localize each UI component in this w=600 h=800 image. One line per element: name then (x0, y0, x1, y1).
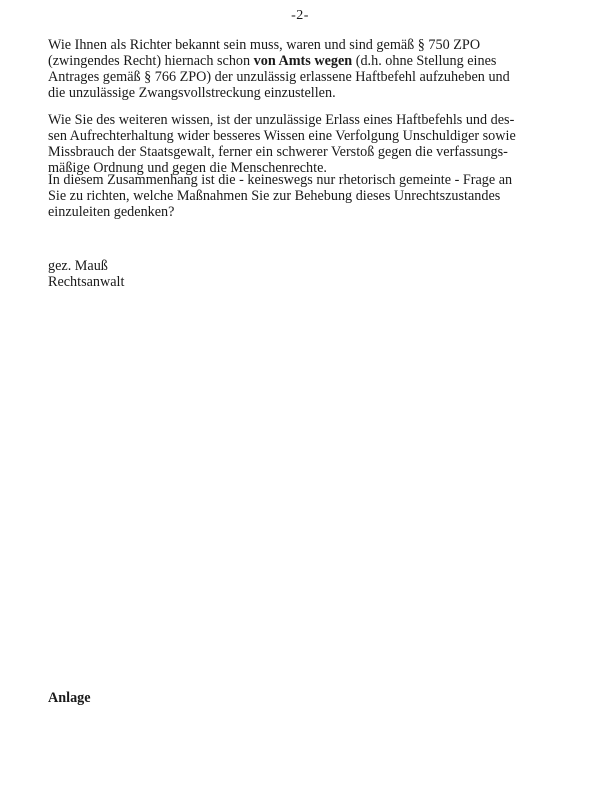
emphasis-von-amts-wegen: von Amts wegen (253, 53, 353, 69)
paragraph-line (48, 53, 570, 69)
paragraph-question (48, 172, 570, 220)
text-segment: (zwingendes Recht) hiernach schon (48, 53, 254, 69)
paragraph-line: sen Aufrechterhaltung wider besseres Wissen eine Verfolgung Unschuldiger sowie (48, 128, 516, 144)
paragraph-line: Missbrauch der Staatsgewalt, ferner ein schwerer Verstoß gegen die verfassungs- (48, 144, 508, 160)
paragraph-line: Sie zu richten, welche Maßnahmen Sie zur Behebung dieses Unrechtszustandes (48, 188, 501, 204)
paragraph-line: mäßige Ordnung und gegen die Menschenrechte. (48, 160, 327, 176)
page-number: -2- (291, 8, 309, 23)
paragraph-line: Antrages gemäß § 766 ZPO) der unzulässig erlassene Haftbefehl aufzuheben und (48, 69, 510, 85)
signature-name: gez. Mauß (48, 258, 108, 274)
paragraph-line: Wie Sie des weiteren wissen, ist der unzulässige Erlass eines Haftbefehls und des- (48, 112, 515, 128)
paragraph-line: In diesem Zusammenhang ist die - keineswegs nur rhetorisch gemeinte - Frage an (48, 172, 513, 188)
text-segment: (d.h. ohne Stellung eines (352, 53, 497, 69)
paragraph-violation (48, 112, 570, 176)
paragraph-line: einzuleiten gedenken? (48, 204, 175, 220)
signature-block (48, 258, 124, 290)
attachment-label: Anlage (48, 690, 91, 706)
signature-title: Rechtsanwalt (48, 274, 125, 290)
paragraph-legal-basis (48, 37, 570, 101)
paragraph-line: die unzulässige Zwangsvollstreckung einzustellen. (48, 85, 336, 101)
paragraph-line: Wie Ihnen als Richter bekannt sein muss, waren und sind gemäß § 750 ZPO (48, 37, 481, 53)
